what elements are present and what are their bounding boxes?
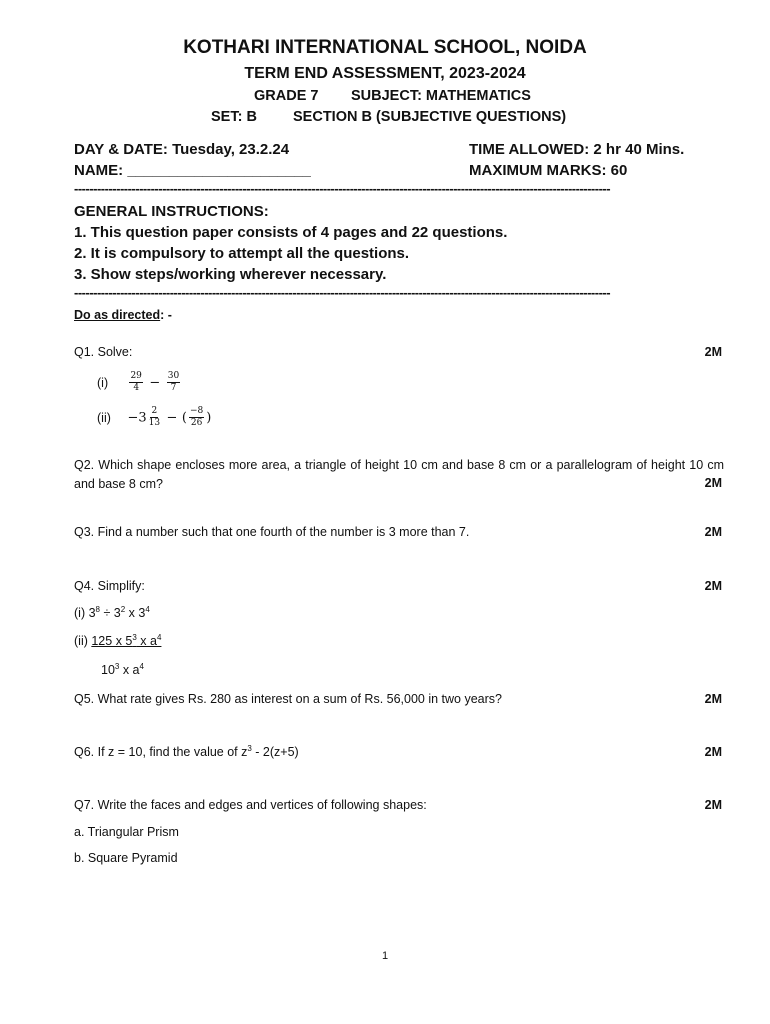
school-name: KOTHARI INTERNATIONAL SCHOOL, NOIDA [183, 37, 587, 58]
divider-top: -------------------------------------------------------------------------------------------------------------------------------------------- [74, 181, 611, 196]
subject: SUBJECT: MATHEMATICS [351, 88, 531, 104]
q7-part-a: a. Triangular Prism [74, 825, 179, 839]
q7-part-b: b. Square Pyramid [74, 851, 178, 865]
paren-open: ( [181, 410, 187, 426]
fraction: $\frac{2}{13}$ [148, 406, 161, 428]
question-7: Q7. Write the faces and edges and vertices of following shapes: [74, 798, 427, 812]
set-label: SET: B [211, 109, 257, 125]
time-allowed: TIME ALLOWED: 2 hr 40 Mins. [469, 141, 685, 158]
directive [74, 308, 172, 322]
q1-ii-label: (ii) [97, 410, 111, 425]
divider-bottom: -------------------------------------------------------------------------------------------------------------------------------------------- [74, 285, 611, 300]
fraction: $\frac{-8}{26}$ [189, 406, 204, 428]
marks-q5: 2M [704, 692, 722, 706]
q1-part-ii [97, 406, 211, 429]
operator: − [149, 375, 161, 391]
marks-q4: 2M [704, 579, 722, 593]
question-5: Q5. What rate gives Rs. 280 as interest on a sum of Rs. 56,000 in two years? [74, 692, 502, 706]
question-2: Q2. Which shape encloses more area, a triangle of height 10 cm and base 8 cm or a parallelogram of height 10 cm and base 8 cm? [74, 458, 724, 491]
operator: − [166, 410, 178, 426]
section-label: SECTION B (SUBJECTIVE QUESTIONS) [293, 109, 567, 125]
fraction: $\frac{29}{4}$ [130, 371, 142, 393]
q4-part-i: (i) $3^8 \div 3^2$ x $3^4$ [74, 605, 150, 620]
question-1: Q1. Solve: [74, 345, 133, 359]
directive-suffix: : - [160, 308, 172, 322]
marks-q7: 2M [704, 798, 722, 812]
paren-close: ) [206, 410, 212, 426]
marks-q6: 2M [704, 745, 722, 759]
question-6: Q6. If z = 10, find the value of $z^3 - 2(z+5)$ [74, 744, 299, 759]
question-4: Q4. Simplify: [74, 579, 145, 593]
page-number: 1 [381, 950, 389, 962]
instructions-title: GENERAL INSTRUCTIONS: [74, 203, 269, 220]
question-3: Q3. Find a number such that one fourth of the number is 3 more than 7. [74, 525, 470, 539]
instruction-item: 1. This question paper consists of 4 pages and 22 questions. [74, 224, 508, 241]
instruction-item: 2. It is compulsory to attempt all the questions. [74, 245, 410, 262]
grade: GRADE 7 [254, 88, 319, 104]
q4-part-ii-numerator: (ii) 125 x $5^3$ x $a^4$ [74, 633, 162, 648]
student-name-field: NAME: ______________________ [74, 162, 311, 179]
instruction-item: 3. Show steps/working wherever necessary. [74, 266, 387, 283]
maximum-marks: MAXIMUM MARKS: 60 [469, 162, 628, 179]
q4-part-ii-denominator: $10^3$ x $a^4$ [101, 662, 144, 677]
marks-q2: 2M [704, 476, 722, 490]
exam-title: TERM END ASSESSMENT, 2023-2024 [244, 65, 526, 82]
whole-number: −3 [127, 410, 147, 426]
day-date: DAY & DATE: Tuesday, 23.2.24 [74, 141, 290, 158]
q1-part-i [97, 371, 182, 394]
directive-label: Do as directed [74, 308, 161, 322]
q1-i-label: (i) [97, 375, 109, 390]
fraction: $\frac{30}{7}$ [167, 371, 180, 393]
marks-q1: 2M [704, 345, 722, 359]
marks-q3: 2M [704, 525, 722, 539]
